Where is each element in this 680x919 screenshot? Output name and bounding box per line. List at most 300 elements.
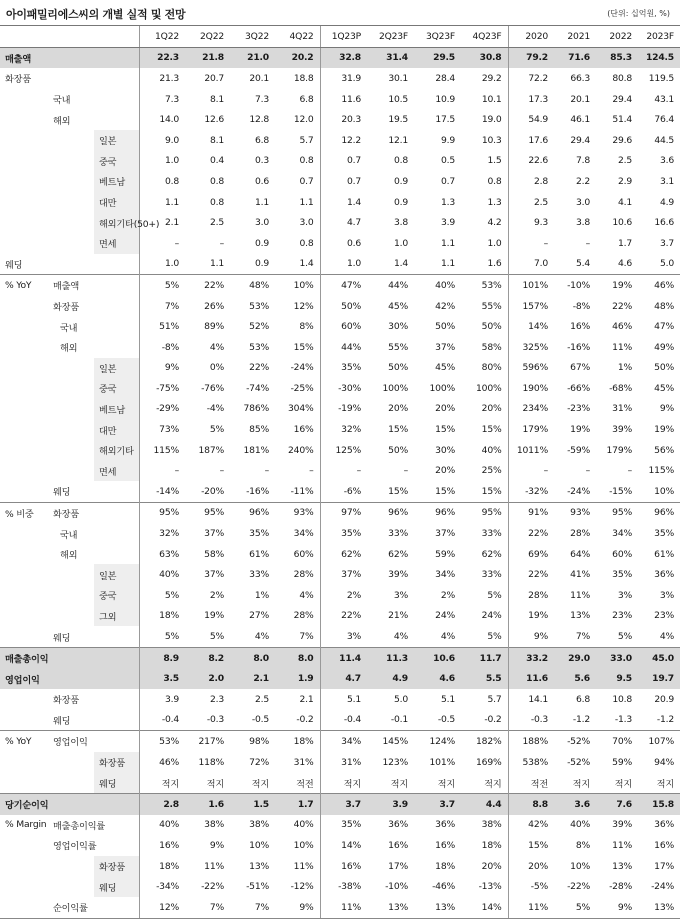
table-cell: 적지 xyxy=(206,778,224,790)
table-cell: -12% xyxy=(290,881,314,893)
table-cell: 50% xyxy=(481,321,502,333)
table-row xyxy=(0,752,680,773)
table-cell: 1.4 xyxy=(299,258,314,270)
table-cell: 5.7 xyxy=(487,693,502,705)
row-detail-label: 웨딩 xyxy=(94,876,139,897)
row-detail-label xyxy=(94,502,139,523)
table-cell: 11% xyxy=(508,897,554,918)
table-row xyxy=(0,585,680,606)
table-cell: – xyxy=(585,465,590,477)
table-cell: 0.8 xyxy=(209,196,224,208)
column-header: 2022 xyxy=(596,26,638,48)
table-cell: 101% xyxy=(508,275,554,296)
table-cell: 9.9 xyxy=(440,134,455,146)
table-cell: 182% xyxy=(461,731,508,752)
table-cell: 3.5 xyxy=(139,668,185,689)
table-cell: 53% xyxy=(249,300,269,312)
table-cell: -0.1 xyxy=(390,714,408,726)
table-cell: 20% xyxy=(435,465,455,477)
table-cell: 적지 xyxy=(320,772,367,793)
column-header: 2020 xyxy=(508,26,554,48)
table-cell: 16% xyxy=(139,835,185,856)
row-sublabel xyxy=(48,606,94,627)
table-cell: 19% xyxy=(596,275,638,296)
table-row xyxy=(0,897,680,918)
table-cell: 14% xyxy=(508,316,554,337)
row-detail-label xyxy=(94,668,139,689)
table-cell: -15% xyxy=(609,485,632,497)
table-cell: 95% xyxy=(461,502,508,523)
row-label: 화장품 xyxy=(5,74,32,86)
table-cell: 13% xyxy=(367,897,414,918)
table-cell: 786% xyxy=(243,403,269,415)
row-detail-label xyxy=(94,689,139,710)
table-cell: 96% xyxy=(414,502,461,523)
table-cell: 적지 xyxy=(484,778,502,790)
row-detail-label: 화장품 xyxy=(94,752,139,773)
table-cell: -13% xyxy=(478,881,502,893)
row-sublabel xyxy=(48,876,94,897)
table-cell: 28% xyxy=(508,585,554,606)
row-detail-label: 일본 xyxy=(94,130,139,151)
table-cell: -34% xyxy=(139,876,185,897)
table-cell: 22% xyxy=(249,362,269,374)
table-cell: 56% xyxy=(654,444,674,456)
row-sublabel xyxy=(48,47,94,68)
table-cell: 7% xyxy=(185,897,230,918)
table-cell: 5% xyxy=(617,631,632,643)
table-cell: 19.5 xyxy=(388,114,408,126)
table-row xyxy=(0,233,680,254)
row-sublabel xyxy=(48,460,94,481)
table-cell: 100% xyxy=(382,382,408,394)
table-cell: -8% xyxy=(572,300,590,312)
table-cell: 12% xyxy=(293,300,314,312)
table-cell: 97% xyxy=(320,502,367,523)
table-cell: 9% xyxy=(139,358,185,379)
row-detail-label xyxy=(94,544,139,565)
row-label xyxy=(0,481,48,502)
table-cell: 66.3 xyxy=(570,72,590,84)
row-sublabel: 웨딩 xyxy=(53,487,71,499)
table-cell: 19.0 xyxy=(481,114,502,126)
table-cell: 17% xyxy=(388,860,408,872)
table-cell: 3.7 xyxy=(659,237,674,249)
table-cell: 4.7 xyxy=(320,212,367,233)
row-label: % YoY xyxy=(0,275,48,296)
table-cell: 31% xyxy=(293,756,314,768)
table-cell: 22.3 xyxy=(139,47,185,68)
table-row xyxy=(0,835,680,856)
table-cell: 40% xyxy=(293,819,314,831)
table-cell: 20% xyxy=(481,860,502,872)
row-detail-label xyxy=(94,626,139,647)
table-cell: 28% xyxy=(293,569,314,581)
table-cell: 33.2 xyxy=(508,647,554,668)
table-cell: 8% xyxy=(575,839,590,851)
row-label xyxy=(0,544,48,565)
table-cell: 15% xyxy=(293,341,314,353)
table-cell: 3.8 xyxy=(393,217,408,229)
table-cell: -0.3 xyxy=(206,714,224,726)
table-cell: 8.0 xyxy=(230,647,275,668)
table-cell: 85.3 xyxy=(596,47,638,68)
row-sublabel: 화장품 xyxy=(53,302,80,314)
table-cell: 2.5 xyxy=(209,217,224,229)
table-cell: 4.1 xyxy=(617,196,632,208)
table-cell: 15% xyxy=(481,485,502,497)
row-sublabel: 국내 xyxy=(60,322,78,334)
table-cell: 60% xyxy=(293,548,314,560)
table-cell: 17.3 xyxy=(508,89,554,110)
table-cell: 12.1 xyxy=(388,134,408,146)
table-cell: 48% xyxy=(230,275,275,296)
table-row xyxy=(0,192,680,213)
table-cell: 1.3 xyxy=(440,196,455,208)
table-cell: 4% xyxy=(659,631,674,643)
table-cell: 5% xyxy=(139,585,185,606)
table-cell: 45% xyxy=(388,300,408,312)
table-cell: 1.0 xyxy=(393,237,408,249)
table-cell: -0.4 xyxy=(320,710,367,731)
table-cell: 1% xyxy=(254,589,269,601)
table-cell: 51.4 xyxy=(612,114,632,126)
row-sublabel: 해외 xyxy=(60,550,78,562)
table-cell: 12.2 xyxy=(320,130,367,151)
table-cell: 61% xyxy=(654,548,674,560)
table-cell: 20% xyxy=(435,403,455,415)
table-cell: 0.8 xyxy=(487,175,502,187)
table-cell: 9.0 xyxy=(139,130,185,151)
table-cell: 0.9 xyxy=(254,237,269,249)
table-cell: 34% xyxy=(612,528,632,540)
row-sublabel: 화장품 xyxy=(48,502,94,523)
table-cell: 4% xyxy=(254,631,269,643)
table-cell: 1.0 xyxy=(139,254,185,275)
column-header: 2Q22 xyxy=(185,26,230,48)
row-detail-label: 중국 xyxy=(94,151,139,172)
table-cell: 100% xyxy=(429,382,455,394)
table-cell: 18% xyxy=(139,856,185,877)
table-cell: 58% xyxy=(204,548,224,560)
table-cell: 8% xyxy=(299,321,314,333)
row-label xyxy=(0,192,48,213)
table-cell: 46% xyxy=(612,321,632,333)
row-sublabel: 화장품 xyxy=(53,695,80,707)
row-sublabel xyxy=(48,254,94,275)
table-cell: 0.8 xyxy=(209,175,224,187)
table-cell: 29.6 xyxy=(612,134,632,146)
table-cell: 30.1 xyxy=(388,72,408,84)
table-cell: 12.8 xyxy=(249,114,269,126)
table-cell: -51% xyxy=(246,881,269,893)
table-cell: 3.9 xyxy=(367,793,414,814)
table-cell: 59% xyxy=(612,756,632,768)
table-cell: 36% xyxy=(654,819,674,831)
row-label xyxy=(0,316,48,337)
table-cell: 4.6 xyxy=(617,258,632,270)
table-cell: 44% xyxy=(367,275,414,296)
table-cell: 19% xyxy=(204,610,224,622)
table-cell: 2.5 xyxy=(508,192,554,213)
table-cell: 7.8 xyxy=(575,155,590,167)
table-cell: 적지 xyxy=(614,778,632,790)
table-cell: 22% xyxy=(508,523,554,544)
table-cell: – xyxy=(320,460,367,481)
row-label xyxy=(0,564,48,585)
unit-note: (단위: 십억원, %) xyxy=(607,9,670,18)
table-cell: 7.0 xyxy=(508,254,554,275)
table-cell: 181% xyxy=(243,444,269,456)
table-title: 아이패밀리에스씨의 개별 실적 및 전망 xyxy=(6,8,186,21)
row-detail-label xyxy=(94,731,139,752)
table-cell: 33% xyxy=(249,569,269,581)
table-cell: -4% xyxy=(206,403,224,415)
row-detail-label xyxy=(94,47,139,68)
row-label xyxy=(0,358,48,379)
row-detail-label xyxy=(94,337,139,358)
table-cell: 6.8 xyxy=(299,93,314,105)
table-cell: 32% xyxy=(139,523,185,544)
row-label xyxy=(0,856,48,877)
row-sublabel xyxy=(48,419,94,440)
table-cell: 17% xyxy=(654,860,674,872)
table-cell: – xyxy=(508,460,554,481)
row-detail-label: 대만 xyxy=(94,419,139,440)
table-cell: 7.6 xyxy=(596,793,638,814)
table-cell: 10% xyxy=(293,839,314,851)
table-cell: 50% xyxy=(388,362,408,374)
table-cell: 14.1 xyxy=(508,689,554,710)
table-cell: 10% xyxy=(570,860,590,872)
table-cell: 36% xyxy=(388,819,408,831)
row-sublabel: 영업이익 xyxy=(48,731,94,752)
table-cell: 5% xyxy=(209,424,224,436)
table-row xyxy=(0,254,680,275)
table-cell: 1.7 xyxy=(617,237,632,249)
table-cell: 11.7 xyxy=(461,647,508,668)
row-detail-label xyxy=(94,897,139,918)
table-cell: 10.1 xyxy=(481,93,502,105)
table-cell: -68% xyxy=(609,382,632,394)
row-label xyxy=(0,378,48,399)
table-cell: 13% xyxy=(638,897,680,918)
table-cell: 93% xyxy=(554,502,596,523)
table-cell: 0.9 xyxy=(254,258,269,270)
table-cell: 3.0 xyxy=(254,217,269,229)
table-cell: 55% xyxy=(388,341,408,353)
table-cell: 34% xyxy=(435,569,455,581)
table-cell: 0.8 xyxy=(393,155,408,167)
table-row xyxy=(0,440,680,461)
table-cell: 39% xyxy=(612,424,632,436)
table-cell: 4% xyxy=(440,631,455,643)
table-cell: 40% xyxy=(481,444,502,456)
row-sublabel: 국내 xyxy=(53,95,71,107)
row-detail-label xyxy=(94,793,139,814)
row-label xyxy=(0,585,48,606)
table-cell: 5.5 xyxy=(461,668,508,689)
table-cell: -10% xyxy=(554,275,596,296)
row-detail-label xyxy=(94,109,139,130)
table-cell: 40% xyxy=(139,815,185,836)
table-cell: 179% xyxy=(606,444,632,456)
row-detail-label: 베트남 xyxy=(94,399,139,420)
table-cell: 40% xyxy=(414,275,461,296)
table-cell: 38% xyxy=(481,819,502,831)
row-detail-label xyxy=(94,68,139,89)
table-cell: 2% xyxy=(320,585,367,606)
table-cell: 3.8 xyxy=(575,217,590,229)
table-cell: 8.1 xyxy=(209,93,224,105)
table-cell: 29.4 xyxy=(570,134,590,146)
table-cell: 16% xyxy=(654,839,674,851)
table-cell: 11.3 xyxy=(367,647,414,668)
table-cell: 14% xyxy=(320,835,367,856)
table-cell: 22.6 xyxy=(508,151,554,172)
row-detail-label: 베트남 xyxy=(94,171,139,192)
row-label xyxy=(0,460,48,481)
table-cell: 101% xyxy=(429,756,455,768)
row-sublabel xyxy=(48,585,94,606)
table-cell: – xyxy=(139,460,185,481)
table-cell: 3.9 xyxy=(139,689,185,710)
table-cell: 48% xyxy=(654,300,674,312)
table-cell: 15% xyxy=(508,835,554,856)
row-label xyxy=(0,710,48,731)
table-cell: 1.5 xyxy=(487,155,502,167)
row-label xyxy=(0,337,48,358)
table-cell: 46% xyxy=(139,752,185,773)
table-cell: 7% xyxy=(139,296,185,317)
table-cell: -52% xyxy=(554,731,596,752)
table-cell: 적지 xyxy=(390,778,408,790)
row-sublabel: 해외 xyxy=(60,343,78,355)
table-cell: -1.3 xyxy=(614,714,632,726)
table-cell: -38% xyxy=(320,876,367,897)
row-label xyxy=(0,130,48,151)
table-cell: -30% xyxy=(320,378,367,399)
row-sublabel xyxy=(48,192,94,213)
table-cell: 7.3 xyxy=(139,89,185,110)
table-cell: 5.1 xyxy=(320,689,367,710)
table-cell: 79.2 xyxy=(508,47,554,68)
table-cell: 13% xyxy=(249,860,269,872)
table-cell: -1.2 xyxy=(656,714,674,726)
table-row xyxy=(0,68,680,89)
table-cell: 40% xyxy=(139,564,185,585)
table-row xyxy=(0,793,680,814)
row-label xyxy=(0,419,48,440)
table-cell: -0.5 xyxy=(251,714,269,726)
row-label xyxy=(0,876,48,897)
row-sublabel: 웨딩 xyxy=(53,632,71,644)
table-cell: 157% xyxy=(508,296,554,317)
table-cell: 적지 xyxy=(437,778,455,790)
table-cell: -29% xyxy=(139,399,185,420)
table-cell: 17.6 xyxy=(508,130,554,151)
table-cell: 67% xyxy=(570,362,590,374)
table-cell: 9% xyxy=(209,839,224,851)
table-cell: 55% xyxy=(481,300,502,312)
table-cell: 13% xyxy=(570,610,590,622)
table-cell: 0.8 xyxy=(299,155,314,167)
table-cell: -8% xyxy=(139,337,185,358)
table-cell: 94% xyxy=(654,756,674,768)
table-cell: 25% xyxy=(481,465,502,477)
column-header: 4Q23F xyxy=(461,26,508,48)
table-cell: 46.1 xyxy=(570,114,590,126)
table-cell: 적전 xyxy=(508,772,554,793)
row-label: 웨딩 xyxy=(5,259,23,271)
table-cell: 16% xyxy=(293,424,314,436)
table-cell: 29.2 xyxy=(481,72,502,84)
table-cell: 21.0 xyxy=(230,47,275,68)
row-label: 당기순이익 xyxy=(0,793,48,814)
table-cell: 4% xyxy=(209,341,224,353)
table-row xyxy=(0,481,680,502)
table-cell: 19.7 xyxy=(638,668,680,689)
table-cell: -25% xyxy=(290,382,314,394)
table-cell: 40% xyxy=(570,819,590,831)
table-row xyxy=(0,419,680,440)
column-header: 2Q23F xyxy=(367,26,414,48)
row-sublabel xyxy=(48,212,94,233)
table-cell: 96% xyxy=(638,502,680,523)
table-cell: 22% xyxy=(612,300,632,312)
table-cell: 21.3 xyxy=(139,68,185,89)
table-cell: 1.1 xyxy=(254,196,269,208)
row-detail-label: 그외 xyxy=(94,606,139,627)
row-detail-label: 일본 xyxy=(94,358,139,379)
table-cell: 47% xyxy=(320,275,367,296)
table-cell: – xyxy=(264,465,269,477)
row-sublabel xyxy=(48,856,94,877)
table-row xyxy=(0,460,680,481)
table-cell: 37% xyxy=(435,341,455,353)
table-cell: 0.7 xyxy=(320,151,367,172)
table-cell: 60% xyxy=(320,316,367,337)
column-header: 1Q23P xyxy=(320,26,367,48)
table-cell: 18% xyxy=(481,839,502,851)
table-cell: 62% xyxy=(320,544,367,565)
table-cell: 0.9 xyxy=(393,175,408,187)
table-cell: -0.2 xyxy=(484,714,502,726)
table-cell: 3.1 xyxy=(659,175,674,187)
table-cell: 73% xyxy=(139,419,185,440)
table-cell: 217% xyxy=(185,731,230,752)
table-cell: 80.8 xyxy=(612,72,632,84)
table-cell: 72.2 xyxy=(508,68,554,89)
table-cell: 6.8 xyxy=(254,134,269,146)
table-cell: 9.5 xyxy=(596,668,638,689)
table-cell: 26% xyxy=(204,300,224,312)
table-cell: -74% xyxy=(246,382,269,394)
table-cell: 50% xyxy=(435,321,455,333)
table-cell: 95% xyxy=(139,502,185,523)
row-detail-label xyxy=(94,523,139,544)
row-label xyxy=(0,151,48,172)
table-cell: 15% xyxy=(435,424,455,436)
table-cell: 169% xyxy=(476,756,502,768)
table-cell: 1.1 xyxy=(440,258,455,270)
table-cell: 59% xyxy=(435,548,455,560)
row-label xyxy=(0,752,48,773)
table-cell: 3.7 xyxy=(320,793,367,814)
table-cell: 93% xyxy=(275,502,320,523)
table-cell: 1.1 xyxy=(299,196,314,208)
row-sublabel xyxy=(48,130,94,151)
